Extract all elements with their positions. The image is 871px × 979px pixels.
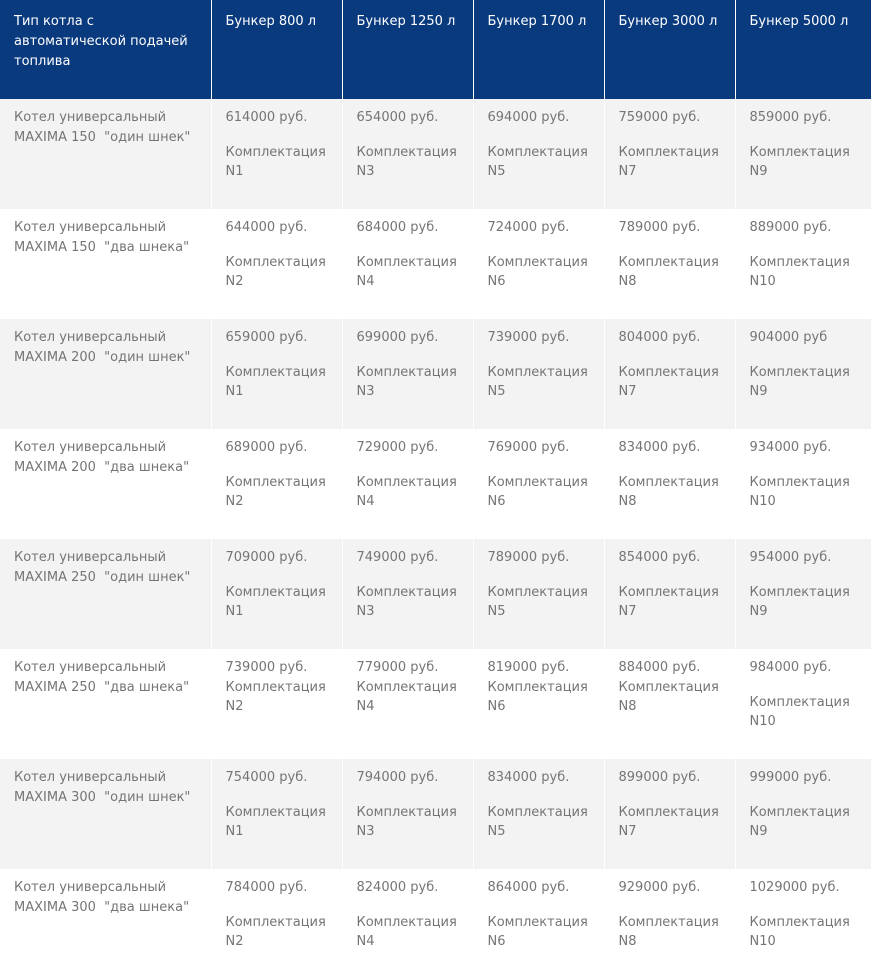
- bundle-number: N4: [356, 274, 375, 289]
- price-value: 684000 руб.: [356, 220, 439, 235]
- bundle-label: Комплектация: [749, 474, 850, 490]
- bundle-label: Комплектация: [749, 914, 850, 930]
- bundle-info: [750, 583, 866, 622]
- bundle-number: N7: [618, 604, 637, 619]
- bundle-info: [226, 253, 336, 292]
- bundle-number: N8: [618, 699, 637, 714]
- price-cell: [342, 319, 473, 429]
- price-value: 899000 руб.: [618, 770, 701, 785]
- price-cell: [342, 539, 473, 649]
- boiler-name-line-2: MAXIMA 300 "один шнек": [14, 789, 191, 805]
- bundle-info: [357, 143, 467, 182]
- bundle-info: [357, 583, 467, 622]
- bundle-number: N6: [487, 934, 506, 949]
- price-cell: [342, 869, 473, 979]
- bundle-number: N6: [487, 699, 506, 714]
- price-cell: [473, 209, 604, 319]
- price-value: 929000 руб.: [618, 880, 701, 895]
- price-value: 864000 руб.: [487, 880, 570, 895]
- bundle-number: N10: [749, 494, 776, 509]
- price-cell: [211, 429, 342, 539]
- bundle-label: Комплектация: [618, 474, 719, 490]
- price-value: 659000 руб.: [225, 330, 308, 345]
- bundle-number: N2: [225, 494, 244, 509]
- boiler-name-line-1: Котел универсальный: [14, 660, 167, 675]
- price-value: 689000 руб.: [225, 440, 308, 455]
- bundle-number: N8: [618, 494, 637, 509]
- bundle-number: N10: [749, 934, 776, 949]
- bundle-label: Комплектация: [225, 364, 326, 380]
- price-value: 934000 руб.: [749, 440, 832, 455]
- bundle-label: Комплектация: [225, 804, 326, 820]
- bundle-label: Комплектация: [487, 584, 588, 600]
- bundle-label: Комплектация: [487, 254, 588, 270]
- price-value: 859000 руб.: [749, 110, 832, 125]
- price-value: 724000 руб.: [487, 220, 570, 235]
- price-cell: [211, 319, 342, 429]
- bundle-label: Комплектация: [487, 914, 588, 930]
- boiler-name-cell: [0, 539, 211, 649]
- price-value: 854000 руб.: [618, 550, 701, 565]
- price-cell: [342, 429, 473, 539]
- bundle-info: [226, 473, 336, 512]
- boiler-name-line-2: MAXIMA 150 "два шнека": [14, 239, 190, 255]
- bundle-number: N9: [749, 824, 768, 839]
- bundle-number: N1: [225, 384, 244, 399]
- table-row: [0, 869, 871, 979]
- bundle-info: [750, 363, 866, 402]
- price-value: 739000 руб.: [225, 660, 308, 675]
- bundle-label: Комплектация: [618, 254, 719, 270]
- bundle-number: N5: [487, 384, 506, 399]
- bundle-info: [619, 473, 729, 512]
- bundle-number: N8: [618, 274, 637, 289]
- bundle-number: N4: [356, 494, 375, 509]
- boiler-name-line-1: Котел универсальный: [14, 220, 167, 235]
- table-body: [0, 99, 871, 979]
- bundle-info: [750, 803, 866, 842]
- table-row: [0, 539, 871, 649]
- boiler-name-line-1: Котел универсальный: [14, 330, 167, 345]
- table-row: [0, 649, 871, 759]
- bundle-label: Комплектация: [356, 364, 457, 380]
- boiler-name-cell: [0, 99, 211, 209]
- bundle-info: [226, 583, 336, 622]
- price-cell: [604, 209, 735, 319]
- price-value: 709000 руб.: [225, 550, 308, 565]
- price-cell: [342, 209, 473, 319]
- bundle-info: [226, 678, 336, 717]
- bundle-label: Комплектация: [749, 364, 850, 380]
- price-value: 614000 руб.: [225, 110, 308, 125]
- boiler-name-line-2: MAXIMA 200 "один шнек": [14, 349, 191, 365]
- bundle-info: [488, 583, 598, 622]
- bundle-number: N5: [487, 164, 506, 179]
- price-cell: [211, 869, 342, 979]
- price-cell: [604, 539, 735, 649]
- boiler-name-line-1: Котел универсальный: [14, 440, 167, 455]
- bundle-info: [357, 473, 467, 512]
- price-value: 754000 руб.: [225, 770, 308, 785]
- boiler-name-line-2: MAXIMA 250 "два шнека": [14, 679, 190, 695]
- boiler-name-line-2: MAXIMA 200 "два шнека": [14, 459, 190, 475]
- bundle-number: N9: [749, 164, 768, 179]
- bundle-info: [750, 913, 866, 952]
- bundle-number: N2: [225, 274, 244, 289]
- bundle-number: N9: [749, 604, 768, 619]
- price-cell: [473, 319, 604, 429]
- bundle-label: Комплектация: [356, 474, 457, 490]
- price-cell: [473, 759, 604, 869]
- price-value: 954000 руб.: [749, 550, 832, 565]
- header-bunker-800: Бункер 800 л: [211, 0, 342, 99]
- price-value: 789000 руб.: [487, 550, 570, 565]
- bundle-label: Комплектация: [618, 804, 719, 820]
- bundle-info: [357, 913, 467, 952]
- boiler-name-line-2: MAXIMA 250 "один шнек": [14, 569, 191, 585]
- bundle-label: Комплектация: [487, 804, 588, 820]
- price-value: 824000 руб.: [356, 880, 439, 895]
- bundle-info: [488, 143, 598, 182]
- bundle-number: N6: [487, 494, 506, 509]
- bundle-info: [357, 253, 467, 292]
- bundle-info: [750, 473, 866, 512]
- bundle-number: N1: [225, 164, 244, 179]
- bundle-info: [226, 363, 336, 402]
- bundle-label: Комплектация: [356, 679, 457, 695]
- price-value: 1029000 руб.: [749, 880, 840, 895]
- bundle-number: N3: [356, 604, 375, 619]
- price-cell: [342, 649, 473, 759]
- price-cell: [604, 869, 735, 979]
- bundle-info: [488, 803, 598, 842]
- price-cell: [473, 429, 604, 539]
- bundle-info: [619, 583, 729, 622]
- bundle-label: Комплектация: [749, 144, 850, 160]
- bundle-info: [619, 363, 729, 402]
- bundle-info: [357, 678, 467, 717]
- bundle-number: N3: [356, 164, 375, 179]
- price-cell: [735, 649, 871, 759]
- price-value: 984000 руб.: [749, 660, 832, 675]
- bundle-number: N2: [225, 699, 244, 714]
- bundle-label: Комплектация: [749, 254, 850, 270]
- boiler-name-cell: [0, 209, 211, 319]
- price-cell: [473, 99, 604, 209]
- price-cell: [342, 99, 473, 209]
- price-value: 789000 руб.: [618, 220, 701, 235]
- bundle-label: Комплектация: [487, 679, 588, 695]
- header-bunker-3000: Бункер 3000 л: [604, 0, 735, 99]
- table-row: [0, 99, 871, 209]
- price-value: 904000 руб: [749, 330, 828, 345]
- price-cell: [473, 649, 604, 759]
- bundle-label: Комплектация: [225, 584, 326, 600]
- price-cell: [735, 539, 871, 649]
- price-value: 759000 руб.: [618, 110, 701, 125]
- price-cell: [735, 869, 871, 979]
- price-value: 889000 руб.: [749, 220, 832, 235]
- bundle-label: Комплектация: [225, 914, 326, 930]
- price-cell: [604, 99, 735, 209]
- price-value: 819000 руб.: [487, 660, 570, 675]
- bundle-info: [488, 678, 598, 717]
- bundle-info: [619, 913, 729, 952]
- table-row: [0, 429, 871, 539]
- bundle-label: Комплектация: [356, 804, 457, 820]
- price-cell: [211, 209, 342, 319]
- bundle-label: Комплектация: [356, 584, 457, 600]
- bundle-number: N7: [618, 164, 637, 179]
- bundle-info: [488, 363, 598, 402]
- table-row: [0, 319, 871, 429]
- bundle-number: N5: [487, 824, 506, 839]
- bundle-info: [226, 143, 336, 182]
- bundle-label: Комплектация: [487, 364, 588, 380]
- price-value: 739000 руб.: [487, 330, 570, 345]
- price-value: 779000 руб.: [356, 660, 439, 675]
- bundle-label: Комплектация: [356, 144, 457, 160]
- price-cell: [604, 649, 735, 759]
- bundle-number: N10: [749, 274, 776, 289]
- bundle-label: Комплектация: [618, 679, 719, 695]
- bundle-label: Комплектация: [225, 144, 326, 160]
- price-cell: [735, 99, 871, 209]
- price-cell: [604, 759, 735, 869]
- boiler-name-line-2: MAXIMA 150 "один шнек": [14, 129, 191, 145]
- bundle-info: [619, 678, 729, 717]
- header-bunker-5000: Бункер 5000 л: [735, 0, 871, 99]
- boiler-name-cell: [0, 869, 211, 979]
- bundle-number: N2: [225, 934, 244, 949]
- bundle-info: [750, 143, 866, 182]
- bundle-number: N9: [749, 384, 768, 399]
- bundle-label: Комплектация: [225, 254, 326, 270]
- bundle-label: Комплектация: [487, 474, 588, 490]
- bundle-number: N4: [356, 934, 375, 949]
- bundle-label: Комплектация: [356, 914, 457, 930]
- bundle-info: [357, 803, 467, 842]
- bundle-info: [750, 253, 866, 292]
- price-cell: [735, 759, 871, 869]
- bundle-info: [226, 803, 336, 842]
- boiler-name-cell: [0, 319, 211, 429]
- bundle-number: N3: [356, 384, 375, 399]
- bundle-label: Комплектация: [749, 694, 850, 710]
- price-value: 804000 руб.: [618, 330, 701, 345]
- bundle-number: N7: [618, 384, 637, 399]
- bundle-info: [357, 363, 467, 402]
- bundle-label: Комплектация: [487, 144, 588, 160]
- price-value: 834000 руб.: [487, 770, 570, 785]
- price-value: 769000 руб.: [487, 440, 570, 455]
- bundle-number: N4: [356, 699, 375, 714]
- price-value: 644000 руб.: [225, 220, 308, 235]
- price-value: 999000 руб.: [749, 770, 832, 785]
- bundle-label: Комплектация: [749, 584, 850, 600]
- price-cell: [211, 649, 342, 759]
- header-boiler-type: Тип котла с автоматической подачей топлива: [0, 0, 211, 99]
- bundle-info: [750, 693, 866, 732]
- bundle-info: [619, 143, 729, 182]
- header-bunker-1250: Бункер 1250 л: [342, 0, 473, 99]
- bundle-label: Комплектация: [225, 679, 326, 695]
- table-row: [0, 759, 871, 869]
- price-cell: [211, 539, 342, 649]
- price-value: 699000 руб.: [356, 330, 439, 345]
- bundle-number: N8: [618, 934, 637, 949]
- price-value: 694000 руб.: [487, 110, 570, 125]
- bundle-info: [619, 253, 729, 292]
- boiler-name-line-2: MAXIMA 300 "два шнека": [14, 899, 190, 915]
- bundle-number: N1: [225, 604, 244, 619]
- header-bunker-1700: Бункер 1700 л: [473, 0, 604, 99]
- bundle-info: [619, 803, 729, 842]
- price-value: 729000 руб.: [356, 440, 439, 455]
- price-cell: [211, 99, 342, 209]
- boiler-name-cell: [0, 429, 211, 539]
- boiler-name-line-1: Котел универсальный: [14, 110, 167, 125]
- price-value: 784000 руб.: [225, 880, 308, 895]
- price-cell: [473, 869, 604, 979]
- price-cell: [735, 209, 871, 319]
- bundle-info: [488, 253, 598, 292]
- table-row: [0, 209, 871, 319]
- boiler-name-line-1: Котел универсальный: [14, 550, 167, 565]
- price-value: 834000 руб.: [618, 440, 701, 455]
- bundle-number: N10: [749, 714, 776, 729]
- price-cell: [604, 429, 735, 539]
- price-cell: [473, 539, 604, 649]
- bundle-label: Комплектация: [749, 804, 850, 820]
- bundle-number: N3: [356, 824, 375, 839]
- bundle-info: [488, 913, 598, 952]
- price-value: 884000 руб.: [618, 660, 701, 675]
- price-cell: [735, 429, 871, 539]
- price-value: 654000 руб.: [356, 110, 439, 125]
- bundle-label: Комплектация: [618, 914, 719, 930]
- bundle-number: N7: [618, 824, 637, 839]
- price-value: 794000 руб.: [356, 770, 439, 785]
- bundle-info: [488, 473, 598, 512]
- boiler-name-cell: [0, 649, 211, 759]
- boiler-name-line-1: Котел универсальный: [14, 880, 167, 895]
- boiler-name-line-1: Котел универсальный: [14, 770, 167, 785]
- bundle-number: N1: [225, 824, 244, 839]
- price-cell: [735, 319, 871, 429]
- price-cell: [342, 759, 473, 869]
- header-row: [0, 0, 871, 99]
- bundle-number: N6: [487, 274, 506, 289]
- bundle-label: Комплектация: [618, 364, 719, 380]
- bundle-label: Комплектация: [618, 144, 719, 160]
- bundle-number: N5: [487, 604, 506, 619]
- price-cell: [211, 759, 342, 869]
- boiler-name-cell: [0, 759, 211, 869]
- bundle-label: Комплектация: [618, 584, 719, 600]
- bundle-label: Комплектация: [225, 474, 326, 490]
- bundle-label: Комплектация: [356, 254, 457, 270]
- price-cell: [604, 319, 735, 429]
- bundle-info: [226, 913, 336, 952]
- price-value: 749000 руб.: [356, 550, 439, 565]
